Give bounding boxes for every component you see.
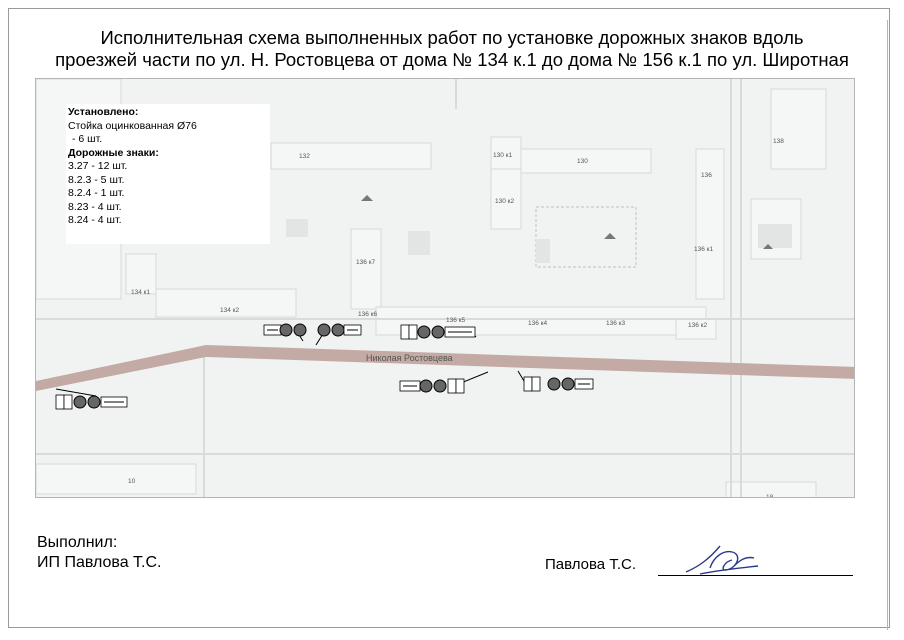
legend-installed-heading: Установлено: [68,106,139,118]
building-136k6-label: 136 к6 [358,311,378,318]
signature-scribble [680,538,760,578]
sign-group-1 [264,324,306,341]
building-136k3-label: 136 к3 [606,320,626,327]
legend-sign-item: 8.2.4 - 1 шт. [68,187,125,199]
building-18-label: 18 [766,494,774,499]
building-134k1-label: 134 к1 [131,289,151,296]
performer-name: ИП Павлова Т.С. [37,554,162,571]
building-134k2-label: 134 к2 [220,307,240,314]
building-130-label: 130 [577,158,588,165]
building-136k2-label: 136 к2 [688,322,708,329]
document-title [20,27,884,71]
building-136k4-label: 136 к4 [528,320,548,327]
page-frame-edge [887,20,888,630]
title-line-1: Исполнительная схема выполненных работ по установке дорожных знаков вдоль [100,27,804,48]
street-name-label: Николая Ростовцева [366,353,453,363]
signer-name: Павлова Т.С. [545,556,636,573]
legend-box [66,104,270,244]
building-10-label: 10 [128,478,136,485]
building-136k1-label: 136 к1 [694,246,714,253]
title-line-2: проезжей части по ул. Н. Ростовцева от дома № 134 к.1 до дома № 156 к.1 по ул. Широтная [55,49,849,70]
sign-group-6 [518,371,593,391]
performed-label: Выполнил: [37,534,118,551]
legend-post-line1: Стойка оцинкованная Ø76 [68,119,197,132]
legend-post-line2: - 6 шт. [72,133,103,145]
building-138-label: 138 [773,138,784,145]
legend-sign-item: 8.2.3 - 5 шт. [68,173,125,186]
building-136k7-label: 136 к7 [356,259,376,266]
legend-sign-item: 3.27 - 12 шт. [68,160,128,172]
legend-sign-item: 8.24 - 4 шт. [68,214,122,226]
sign-group-2 [316,324,361,345]
legend-sign-item: 8.23 - 4 шт. [68,200,122,213]
building-132-label: 132 [299,153,310,160]
building-130k1-label: 130 к1 [493,152,513,159]
legend-signs-heading: Дорожные знаки: [68,146,159,159]
sign-group-5 [400,372,488,393]
building-130k2-label: 130 к2 [495,198,515,205]
sign-group-4 [56,389,127,409]
sign-group-3 [401,325,476,339]
building-136-label: 136 [701,172,712,179]
building-136k5-label: 136 к5 [446,317,466,324]
